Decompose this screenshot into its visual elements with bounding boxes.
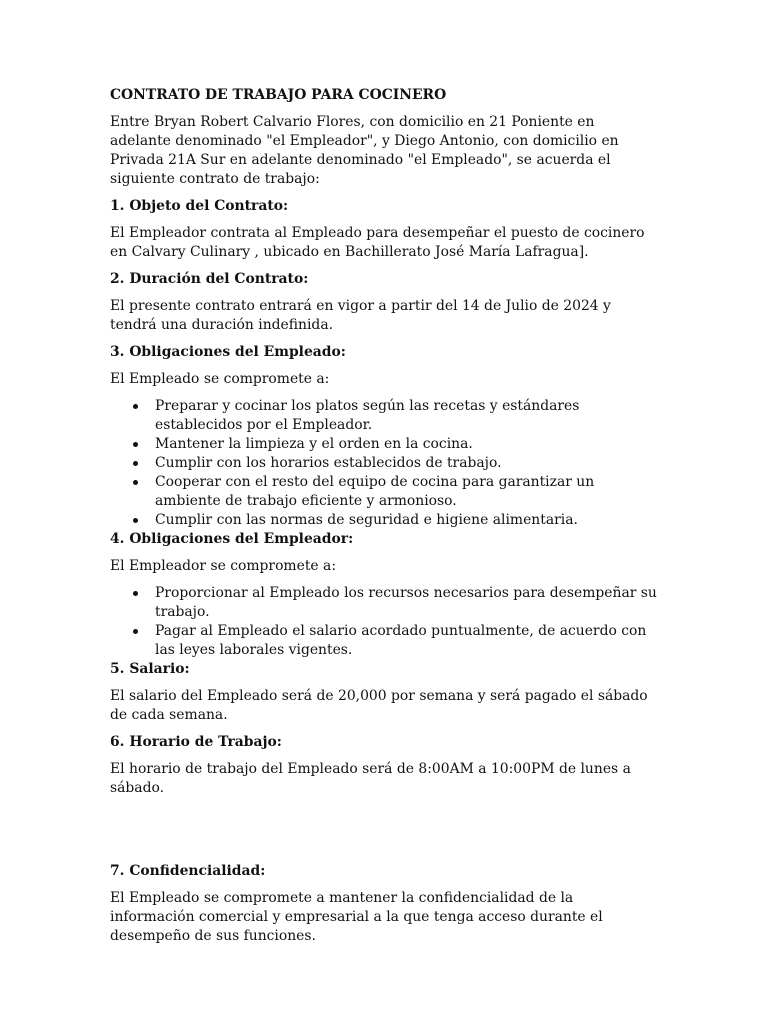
section-heading-horario: 6. Horario de Trabajo:: [110, 734, 282, 750]
list-item: [155, 622, 658, 660]
list-item: [155, 435, 658, 454]
section-heading-salario: 5. Salario:: [110, 661, 190, 677]
bullet-icon: [133, 442, 138, 447]
section-heading-obligaciones-empleador: 4. Obligaciones del Empleador:: [110, 531, 354, 547]
bullet-icon: [133, 461, 138, 466]
bullet-icon: [133, 518, 138, 523]
bullet-icon: [133, 480, 138, 485]
bullet-list-obligaciones-empleado: [110, 397, 658, 530]
section-text-horario: El horario de trabajo del Empleado será de 8:00AM a 10:00PM de lunes a sábado.: [110, 761, 631, 796]
list-item-text: Preparar y cocinar los platos según las recetas y estándares establecidos por el Empleador.: [155, 398, 580, 433]
section-heading-obligaciones-empleado: 3. Obligaciones del Empleado:: [110, 344, 346, 360]
list-item: [155, 473, 658, 511]
document-title: CONTRATO DE TRABAJO PARA COCINERO: [110, 87, 447, 103]
section-heading-duracion: 2. Duración del Contrato:: [110, 271, 309, 287]
section-text-objeto: El Empleador contrata al Empleado para desempeñar el puesto de cocinero en Calvary Culinary , ubicado en Bachillerato José María Lafragua].: [110, 225, 645, 260]
section-text-salario: El salario del Empleado será de 20,000 por semana y será pagado el sábado de cada semana.: [110, 688, 648, 723]
bullet-list-obligaciones-empleador: [110, 584, 658, 660]
list-item-text: Cumplir con los horarios establecidos de trabajo.: [155, 455, 502, 471]
section-text-confidencialidad: El Empleado se compromete a mantener la confidencialidad de la información comercial y empresarial a la que tenga acceso durante el desempeño de sus funciones.: [110, 890, 603, 944]
list-item: [155, 454, 658, 473]
bullet-icon: [133, 591, 138, 596]
section-heading-confidencialidad: 7. Confidencialidad:: [110, 863, 266, 879]
bullet-icon: [133, 629, 138, 634]
list-item: [155, 511, 658, 530]
section-heading-objeto: 1. Objeto del Contrato:: [110, 198, 289, 214]
section-text-duracion: El presente contrato entrará en vigor a partir del 14 de Julio de 2024 y tendrá una duración indefinida.: [110, 298, 611, 333]
blank-space: [110, 806, 658, 862]
document-page: [110, 86, 658, 954]
list-item: [155, 397, 658, 435]
bullet-icon: [133, 404, 138, 409]
list-item-text: Mantener la limpieza y el orden en la cocina.: [155, 436, 473, 452]
section-lead-obligaciones-empleado: El Empleado se compromete a:: [110, 371, 330, 387]
list-item-text: Cumplir con las normas de seguridad e higiene alimentaria.: [155, 512, 578, 528]
list-item-text: Pagar al Empleado el salario acordado puntualmente, de acuerdo con las leyes laborales vigentes.: [155, 623, 647, 658]
intro-paragraph: Entre Bryan Robert Calvario Flores, con domicilio en 21 Poniente en adelante denominado "el Empleador", y Diego Antonio, con domicilio en Privada 21A Sur en adelante denominado "el Empleado", se acuerda el siguiente contrato de trabajo:: [110, 114, 619, 187]
list-item-text: Proporcionar al Empleado los recursos necesarios para desempeñar su trabajo.: [155, 585, 657, 620]
list-item: [155, 584, 658, 622]
section-lead-obligaciones-empleador: El Empleador se compromete a:: [110, 558, 337, 574]
list-item-text: Cooperar con el resto del equipo de cocina para garantizar un ambiente de trabajo eficiente y armonioso.: [155, 474, 595, 509]
